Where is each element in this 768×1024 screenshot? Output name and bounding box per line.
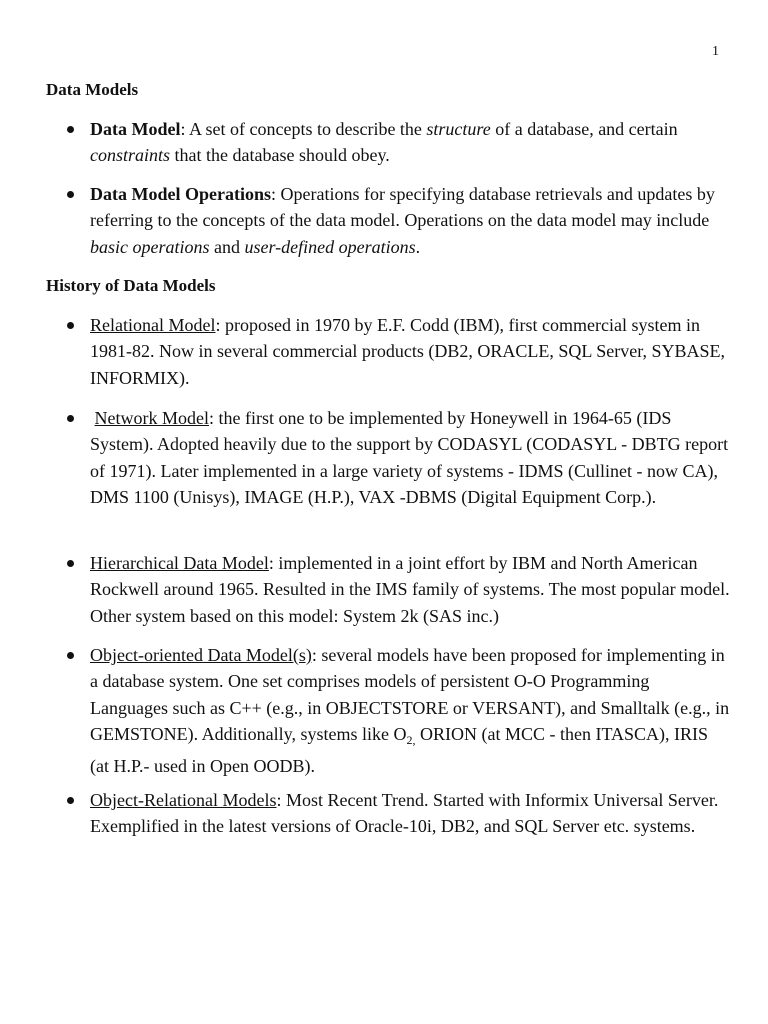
term-label: Object-Relational Models — [90, 790, 277, 810]
definition-text: : Operations for specifying database retrievals and updates by referring to the concepts of the data model. Operations on the data model may include — [90, 184, 715, 231]
bullet-icon — [67, 560, 74, 567]
definition-text: of a database, and certain — [490, 119, 678, 139]
definition-text: : the first one to be implemented by Honeywell in 1964-65 (IDS System). Adopted heavily due to the support by CODASYL (CODASYL - DBTG report of 1971). Later implemented in a large variety of systems - IDMS (Cullinet - now CA), DMS 1100 (Unisys), IMAGE (H.P.), VAX -DBMS (Digital Equipment Corp.). — [90, 408, 729, 507]
definition-text: . — [415, 236, 421, 257]
definition-text: : A set of concepts to describe the — [180, 119, 427, 139]
section-heading-history: History of Data Models — [46, 276, 216, 295]
list-item-network-model — [90, 405, 730, 510]
subscript-text: 2, — [406, 732, 416, 747]
list-item-data-model-operations — [90, 181, 730, 260]
list-item-hierarchical-model — [90, 550, 730, 629]
list-item-relational-model — [90, 312, 730, 391]
bullet-icon — [67, 126, 74, 133]
term-label: Network Model — [94, 408, 209, 428]
bullet-icon — [67, 652, 74, 659]
emphasis-text: structure — [426, 119, 491, 139]
bullet-icon — [67, 191, 74, 198]
definition-text: : several models have been proposed for implementing in a database system. One set comprises models of persistent O-O Programming Languages such as C++ (e.g., in OBJECTSTORE or VERSANT), and Smalltalk (e.g., in GEMSTONE). Additionally, systems like O — [90, 645, 730, 744]
term-label: Relational Model — [90, 315, 216, 335]
definition-text: : Most Recent Trend. Started with Informix Universal Server. Exemplified in the latest versions of Oracle-10i, DB2, and SQL Server etc. systems. — [90, 790, 719, 837]
list-item-object-oriented-model — [90, 642, 730, 779]
emphasis-text: constraints — [90, 145, 171, 166]
term-label: Object-oriented Data Model(s) — [90, 645, 312, 665]
definition-text: : proposed in 1970 by E.F. Codd (IBM), first commercial system in 1981-82. Now in several commercial products (DB2, ORACLE, SQL Server, SYBASE, INFORMIX). — [90, 315, 726, 388]
definition-text: that the database should obey. — [170, 145, 390, 166]
bullet-icon — [67, 415, 74, 422]
emphasis-text: user-defined operations — [244, 236, 416, 257]
definition-text: ORION (at MCC - then ITASCA), IRIS (at H.P.- used in Open OODB). — [90, 723, 709, 777]
term-label: Hierarchical Data Model — [90, 553, 269, 573]
bullet-icon — [67, 797, 74, 804]
definition-text: and — [209, 236, 245, 257]
term-label: Data Model Operations — [90, 184, 271, 204]
bullet-icon — [67, 322, 74, 329]
term-label: Data Model — [90, 119, 181, 139]
emphasis-text: basic operations — [90, 236, 210, 257]
list-item-object-relational-model — [90, 787, 730, 840]
section-heading-data-models: Data Models — [46, 80, 139, 99]
list-item-data-model — [90, 116, 730, 169]
definition-text: : implemented in a joint effort by IBM and North American Rockwell around 1965. Resulted in the IMS family of systems. The most popular model. Other system based on this model: System 2k (SAS inc.) — [90, 553, 730, 626]
page-number: 1 — [712, 44, 719, 59]
